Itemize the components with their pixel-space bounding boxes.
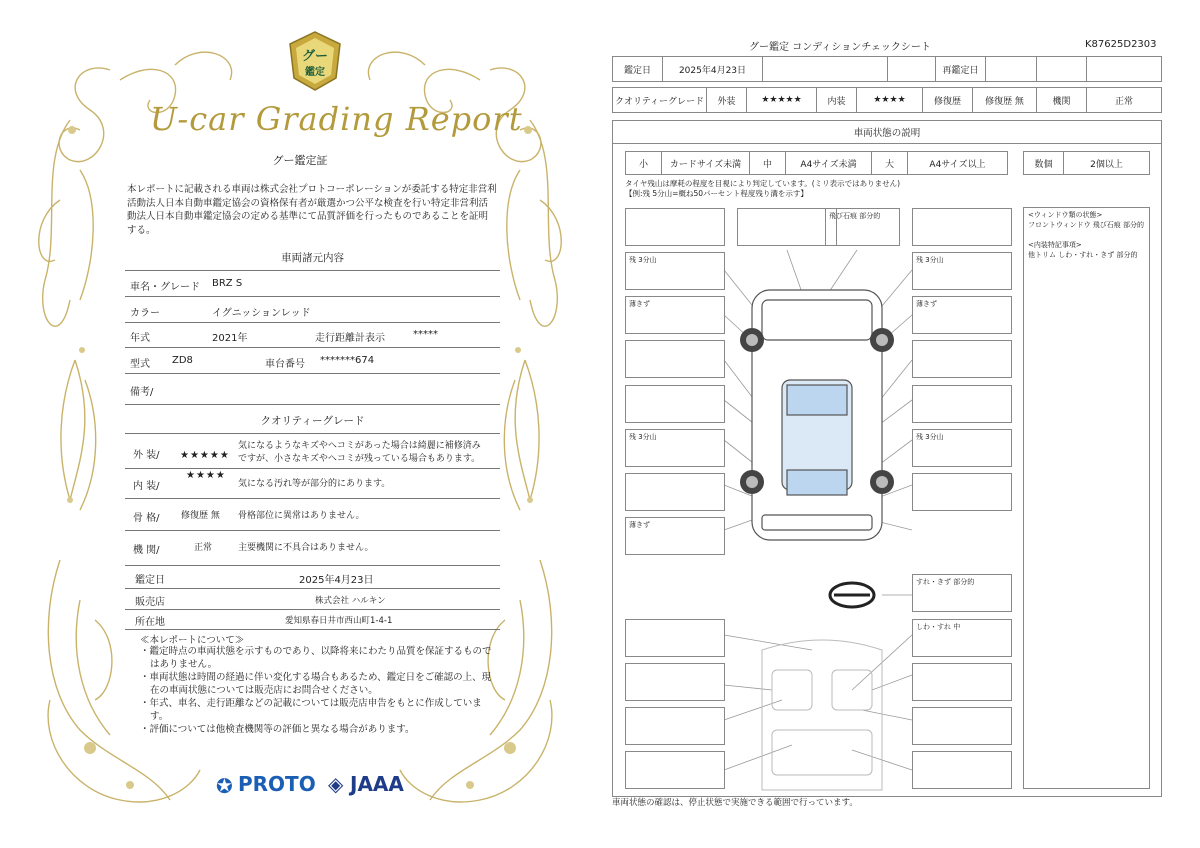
spec-chassis-value: *******674 [320, 355, 375, 366]
date-blank [1037, 57, 1087, 81]
size-large: 大 [872, 152, 908, 174]
size-small-desc: カードサイズ未満 [662, 152, 750, 174]
condition-box-windshield: 飛び石痕 部分的 [825, 208, 900, 246]
grade-section-title: クオリティーグレード [260, 415, 365, 427]
condition-box [625, 385, 725, 423]
condition-box-left-5: 残 3分山 [625, 429, 725, 467]
date-blank [763, 57, 888, 81]
info-row-shop [125, 589, 500, 610]
date-blank [986, 57, 1037, 81]
size-medium-desc: A4サイズ未満 [786, 152, 872, 174]
interior-label: 内 装/ [133, 481, 160, 492]
sheet-exterior-stars: ★★★★★ [747, 88, 817, 112]
notes-list [140, 645, 495, 736]
condition-box [625, 663, 725, 701]
note-item: ・車両状態は時間の経過に伴い変化する場合もあるため、鑑定日をご確認の上、現在の車両状態については販売店にお問合せください。 [140, 672, 492, 696]
sheet-repair-label: 修復歴 [923, 88, 973, 112]
info-shop-label: 販売店 [135, 597, 165, 608]
grade-row [612, 87, 1162, 113]
condition-box [912, 751, 1012, 789]
condition-box-right-2: 薄きず [912, 296, 1012, 334]
window-notes-title: <ウィンドウ類の状態> [1028, 211, 1103, 219]
condition-box-left-1: 残 3分山 [625, 252, 725, 290]
condition-box-left-7: 薄きず [625, 517, 725, 555]
exterior-stars: ★★★★★ [180, 450, 230, 461]
size-legend [625, 151, 1008, 175]
condition-box [912, 385, 1012, 423]
condition-box [625, 707, 725, 745]
condition-box [625, 751, 725, 789]
condition-box [912, 340, 1012, 378]
report-script-title: U-car Grading Report [150, 100, 523, 138]
date-blank [888, 57, 936, 81]
sheet-engine-value: 正常 [1114, 96, 1133, 107]
info-date-value: 2025年4月23日 [299, 575, 374, 586]
sheet-id: K87625D2303 [1085, 39, 1157, 50]
spec-model-value: ZD8 [172, 355, 193, 366]
engine-desc: 主要機関に不具合はありません。 [238, 543, 374, 553]
date-value: 2025年4月23日 [663, 57, 763, 81]
size-large-desc: A4サイズ以上 [929, 159, 986, 170]
condition-box [625, 340, 725, 378]
sheet-footer: 車両状態の確認は、停止状態で実施できる範囲で行っています。 [612, 798, 858, 808]
condition-box [625, 619, 725, 657]
spec-model-label: 型式 [130, 359, 150, 370]
condition-box-left-2: 薄きず [625, 296, 725, 334]
interior-notes-title: <内装特記事項> [1028, 241, 1082, 249]
goo-badge-icon [286, 30, 344, 92]
condition-box-right-1: 残 3分山 [912, 252, 1012, 290]
frame-label: 骨 格/ [133, 513, 160, 524]
spec-chassis-label: 車台番号 [265, 359, 305, 370]
info-shop-value: 株式会社 ハルキン [315, 596, 386, 606]
condition-box [912, 663, 1012, 701]
sheet-engine-label: 機関 [1037, 88, 1087, 112]
exterior-desc-1: 気になるようなキズやヘコミがあった場合は綺麗に補修済み [238, 441, 481, 451]
tire-note-1: タイヤ残山は摩耗の程度を目視により判定しています。(ミリ表示ではありません) [625, 179, 901, 188]
frame-desc: 骨格部位に異常はありません。 [238, 511, 365, 521]
divider [125, 530, 500, 531]
spec-row-remarks [125, 374, 500, 405]
spec-name-value: BRZ S [212, 278, 243, 289]
exterior-label: 外 装/ [133, 450, 160, 461]
jaaa-logo-text: JAAA [350, 772, 404, 796]
jaaa-logo-icon: ◈ [328, 772, 344, 796]
info-address-label: 所在地 [135, 617, 165, 628]
spec-mileage-label: 走行距離計表示 [315, 333, 385, 344]
divider [125, 433, 500, 434]
info-date-label: 鑑定日 [135, 575, 165, 586]
side-notes-panel [1023, 207, 1150, 789]
spec-mileage-value: ***** [413, 329, 438, 340]
engine-label: 機 関/ [133, 545, 160, 556]
spec-row-model [125, 348, 500, 374]
interior-stars: ★★★★ [186, 470, 226, 481]
spec-remarks-label: 備考/ [130, 387, 154, 398]
spec-year-label: 年式 [130, 333, 150, 344]
window-notes-text: フロントウィンドウ 飛び石痕 部分的 [1028, 221, 1145, 229]
count-legend [1023, 151, 1150, 175]
condition-box [912, 707, 1012, 745]
condition-box-right-5: 残 3分山 [912, 429, 1012, 467]
condition-box [737, 208, 837, 246]
spec-row-year [125, 322, 500, 348]
condition-box [912, 208, 1012, 246]
exterior-desc-2: ですが、小さなキズやヘコミが残っている場合もあります。 [238, 454, 481, 464]
count-label: 数個 [1024, 152, 1064, 174]
sheet-exterior-label: 外装 [707, 88, 747, 112]
sheet-interior-label: 内装 [817, 88, 857, 112]
condition-box [912, 473, 1012, 511]
date-row [612, 56, 1162, 82]
count-desc: 2個以上 [1090, 159, 1123, 170]
spec-name-label: 車名・グレード [130, 282, 200, 293]
condition-box-interior: しわ・すれ 中 [912, 619, 1012, 657]
info-row-date [125, 566, 500, 589]
sheet-repair-value: 修復歴 無 [973, 88, 1037, 112]
size-small: 小 [626, 152, 662, 174]
condition-box-steering: すれ・きず 部分的 [912, 574, 1012, 612]
interior-notes-text: 他トリム しわ・すれ・きず 部分的 [1028, 251, 1138, 259]
info-address-value: 愛知県春日井市西山町1-4-1 [285, 616, 393, 626]
spec-color-value: イグニッションレッド [212, 308, 311, 319]
interior-desc: 気になる汚れ等が部分的にあります。 [238, 479, 391, 489]
tire-note-2: 【例:残 5分山=概ね50パーセント程度残り溝を示す】 [625, 189, 808, 198]
info-row-address [125, 610, 500, 630]
spec-color-label: カラー [130, 308, 160, 319]
condition-box [625, 473, 725, 511]
engine-value: 正常 [194, 543, 213, 553]
divider [125, 468, 500, 469]
frame-value: 修復歴 無 [181, 511, 220, 521]
proto-logo-text: PROTO [238, 772, 316, 796]
certificate-subtitle: グー鑑定証 [272, 154, 328, 167]
note-item: ・鑑定時点の車両状態を示すものであり、以降将来にわたり品質を保証するものではありません。 [140, 646, 492, 670]
condition-box [625, 208, 725, 246]
svg-text:鑑定: 鑑定 [305, 67, 325, 78]
sheet-interior-stars: ★★★★ [857, 88, 923, 112]
spec-section-title: 車両諸元内容 [281, 252, 344, 264]
spec-year-value: 2021年 [212, 333, 248, 344]
svg-text:グー: グー [301, 49, 329, 64]
notes-title: ≪本レポートについて≫ [140, 635, 245, 646]
explain-title: 車両状態の説明 [612, 120, 1162, 144]
note-item: ・年式、車名、走行距離などの記載については販売店申告をもとに作成しています。 [140, 698, 482, 722]
note-item: ・評価については他検査機関等の評価と異なる場合があります。 [140, 724, 415, 735]
redate-label: 再鑑定日 [936, 57, 986, 81]
size-medium: 中 [750, 152, 786, 174]
divider [125, 498, 500, 499]
spec-row-color [125, 297, 500, 323]
sheet-title: グー鑑定 コンディションチェックシート [749, 42, 931, 53]
spec-row-name [125, 271, 500, 297]
proto-logo-icon: ✪ [216, 774, 233, 798]
date-blank [1087, 57, 1161, 81]
date-label: 鑑定日 [613, 57, 663, 81]
quality-label: クオリティーグレード [613, 88, 707, 112]
certificate-intro: 本レポートに記載される車両は株式会社プロトコーポレーションが委託する特定非営利活動法人日本自動車鑑定協会の資格保有者が厳選かつ公平な検査を行い特定非営利活動法人日本自動車鑑定協会の定める基準にて品質評価を行ったものであることを証明する。 [127, 184, 497, 236]
